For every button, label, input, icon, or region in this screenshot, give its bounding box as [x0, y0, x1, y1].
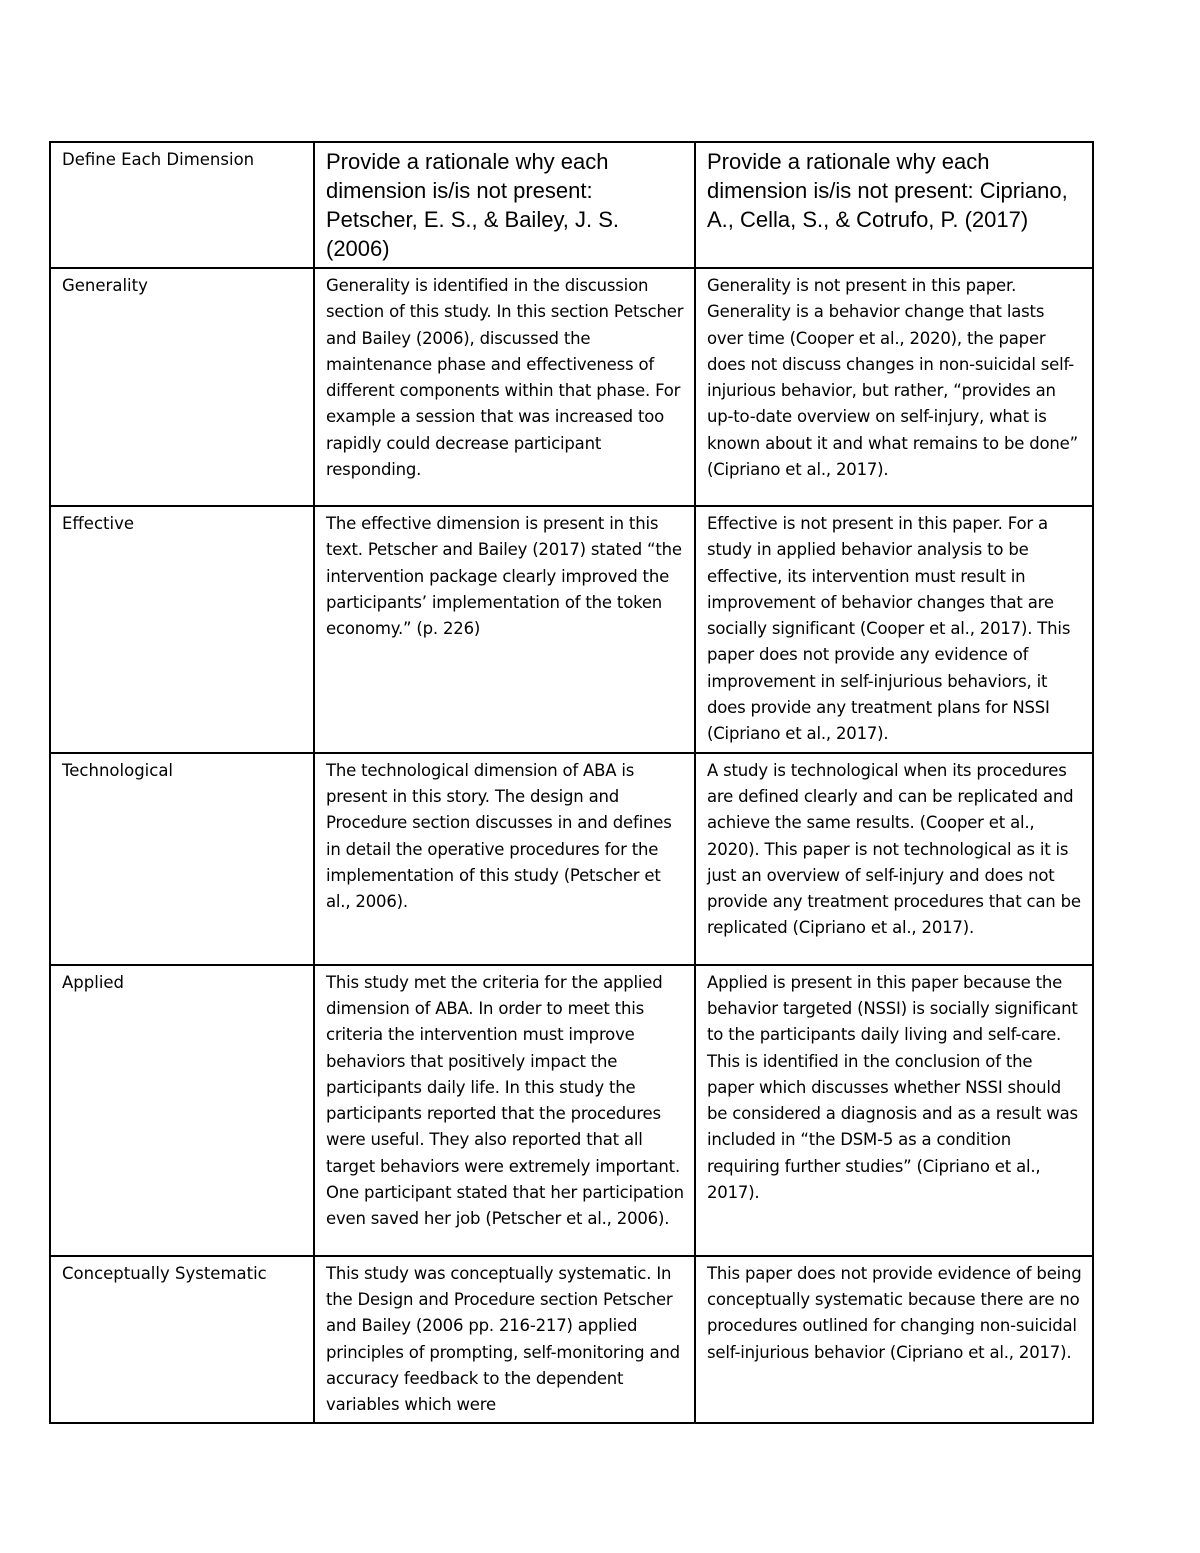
dimension-label: Effective — [50, 506, 314, 753]
header-petscher-rationale: Provide a rationale why each dimension is/is not present: Petscher, E. S., & Bailey, J. S. (2006) — [314, 142, 695, 268]
dimension-label: Generality — [50, 268, 314, 506]
dimension-label: Applied — [50, 965, 314, 1256]
table-header-row — [50, 142, 1093, 268]
table-row — [50, 506, 1093, 753]
cipriano-cell: Generality is not present in this paper. Generality is a behavior change that lasts over time (Cooper et al., 2020), the paper does not discuss changes in non-suicidal self-injurious behavior, but rather, “provides an up-to-date overview on self-injury, what is known about it and what remains to be done” (Cipriano et al., 2017). — [695, 268, 1093, 506]
dimensions-table — [49, 141, 1094, 1424]
table-row — [50, 268, 1093, 506]
dimension-label: Technological — [50, 753, 314, 965]
petscher-cell: This study was conceptually systematic. In the Design and Procedure section Petscher and Bailey (2006 pp. 216-217) applied principles of prompting, self-monitoring and accuracy feedback to the dependent variables which were — [314, 1256, 695, 1424]
dimension-label: Conceptually Systematic — [50, 1256, 314, 1424]
header-define-dimension: Define Each Dimension — [50, 142, 314, 268]
petscher-cell: This study met the criteria for the applied dimension of ABA. In order to meet this criteria the intervention must improve behaviors that positively impact the participants daily life. In this study the participants reported that the procedures were useful. They also reported that all target behaviors were extremely important. One participant stated that her participation even saved her job (Petscher et al., 2006). — [314, 965, 695, 1256]
petscher-cell: The technological dimension of ABA is present in this story. The design and Procedure section discusses in and defines in detail the operative procedures for the implementation of this study (Petscher et al., 2006). — [314, 753, 695, 965]
table-row — [50, 965, 1093, 1256]
cipriano-cell: Effective is not present in this paper. For a study in applied behavior analysis to be effective, its intervention must result in improvement of behavior changes that are socially significant (Cooper et al., 2017). This paper does not provide any evidence of improvement in self-injurious behaviors, it does provide any treatment plans for NSSI (Cipriano et al., 2017). — [695, 506, 1093, 753]
petscher-cell: Generality is identified in the discussion section of this study. In this section Petscher and Bailey (2006), discussed the maintenance phase and effectiveness of different components within that phase. For example a session that was increased too rapidly could decrease participant responding. — [314, 268, 695, 506]
cipriano-cell: This paper does not provide evidence of being conceptually systematic because there are no procedures outlined for changing non-suicidal self-injurious behavior (Cipriano et al., 2017). — [695, 1256, 1093, 1424]
cipriano-cell: Applied is present in this paper because the behavior targeted (NSSI) is socially significant to the participants daily living and self-care. This is identified in the conclusion of the paper which discusses whether NSSI should be considered a diagnosis and as a result was included in “the DSM-5 as a condition requiring further studies” (Cipriano et al., 2017). — [695, 965, 1093, 1256]
cipriano-cell: A study is technological when its procedures are defined clearly and can be replicated and achieve the same results. (Cooper et al., 2020). This paper is not technological as it is just an overview of self-injury and does not provide any treatment procedures that can be replicated (Cipriano et al., 2017). — [695, 753, 1093, 965]
table-row — [50, 753, 1093, 965]
header-cipriano-rationale: Provide a rationale why each dimension is/is not present: Cipriano, A., Cella, S., & Cotrufo, P. (2017) — [695, 142, 1093, 268]
table-row — [50, 1256, 1093, 1424]
petscher-cell: The effective dimension is present in this text. Petscher and Bailey (2017) stated “the intervention package clearly improved the participants’ implementation of the token economy.” (p. 226) — [314, 506, 695, 753]
